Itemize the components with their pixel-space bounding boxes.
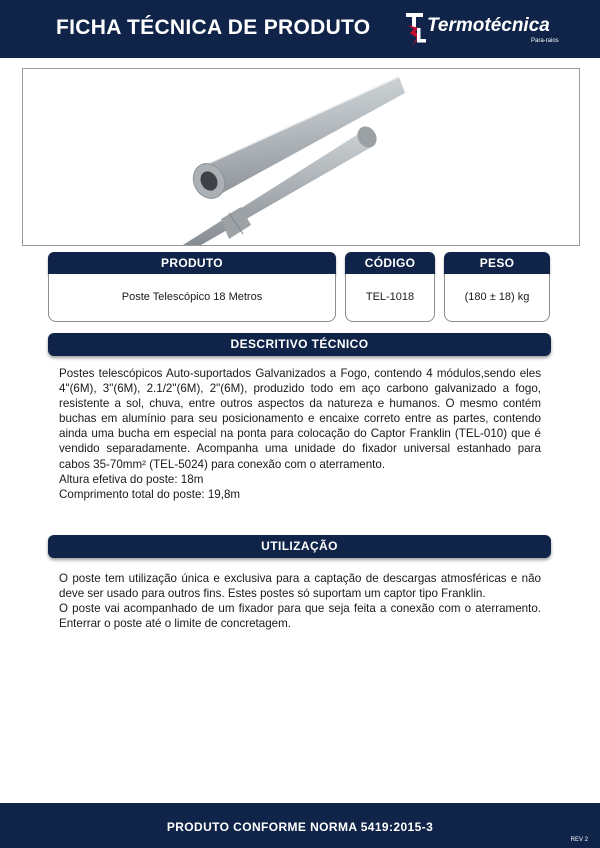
altura-line: Altura efetiva do poste: 18m (59, 472, 204, 486)
descritivo-heading: DESCRITIVO TÉCNICO (48, 333, 551, 356)
utilizacao-heading: UTILIZAÇÃO (48, 535, 551, 558)
tel-logo-icon (403, 10, 427, 46)
utilizacao-paragraph-1: O poste tem utilização única e exclusiva para a captação de descargas atmosféricas e não deve ser usado para outros fins. Estes postes só suportam um captor tipo Franklin. (59, 572, 541, 601)
brand-tagline: Para-raios (531, 38, 559, 44)
revision-label: REV 2 (570, 837, 588, 843)
brand-name: Termotécnica (427, 15, 550, 36)
header-bar (0, 0, 600, 58)
norma-statement: PRODUTO CONFORME NORMA 5419:2015-3 (166, 820, 434, 834)
company-logo (403, 8, 593, 50)
product-code-value: TEL-1018 (345, 274, 435, 322)
comprimento-line: Comprimento total do poste: 19,8m (59, 487, 241, 501)
product-weight-value: (180 ± 18) kg (444, 274, 550, 322)
utilizacao-paragraph-2: O poste vai acompanhado de um fixador para que seja feita a conexão com o aterramento. Enterrar o poste até o limite de concretagem. (59, 602, 541, 631)
telescopic-pole-image (23, 69, 579, 245)
product-photo-frame (22, 68, 580, 246)
code-column-header: CÓDIGO (345, 252, 435, 274)
footer-bar (0, 803, 600, 848)
descritivo-paragraph: Postes telescópicos Auto-suportados Galvanizados a Fogo, contendo 4 módulos,sendo eles 4"(6M), 3"(6M), 2.1/2"(6M), 2"(6M), produzido todo em aço carbono galvanizado a fogo, resistente a sol, chuva, entre outros aspectos da natureza e humanos. O mesmo contém buchas em alumínio para seu posicionamento e encaixe correto entre as partes, contendo ainda uma bucha em especial na ponta para colocação do Captor Franklin (TEL-010) que é vendido separadamente. Acompanha uma unidade do fixador universal estanhado para cabos 35-70mm² (TEL-5024) para conexão com o aterramento. (59, 367, 541, 471)
product-column-header: PRODUTO (48, 252, 336, 274)
descritivo-text (59, 366, 541, 502)
product-name-value: Poste Telescópico 18 Metros (48, 274, 336, 322)
weight-column-header: PESO (444, 252, 550, 274)
utilizacao-text (59, 571, 541, 631)
page-title: FICHA TÉCNICA DE PRODUTO (56, 16, 371, 39)
